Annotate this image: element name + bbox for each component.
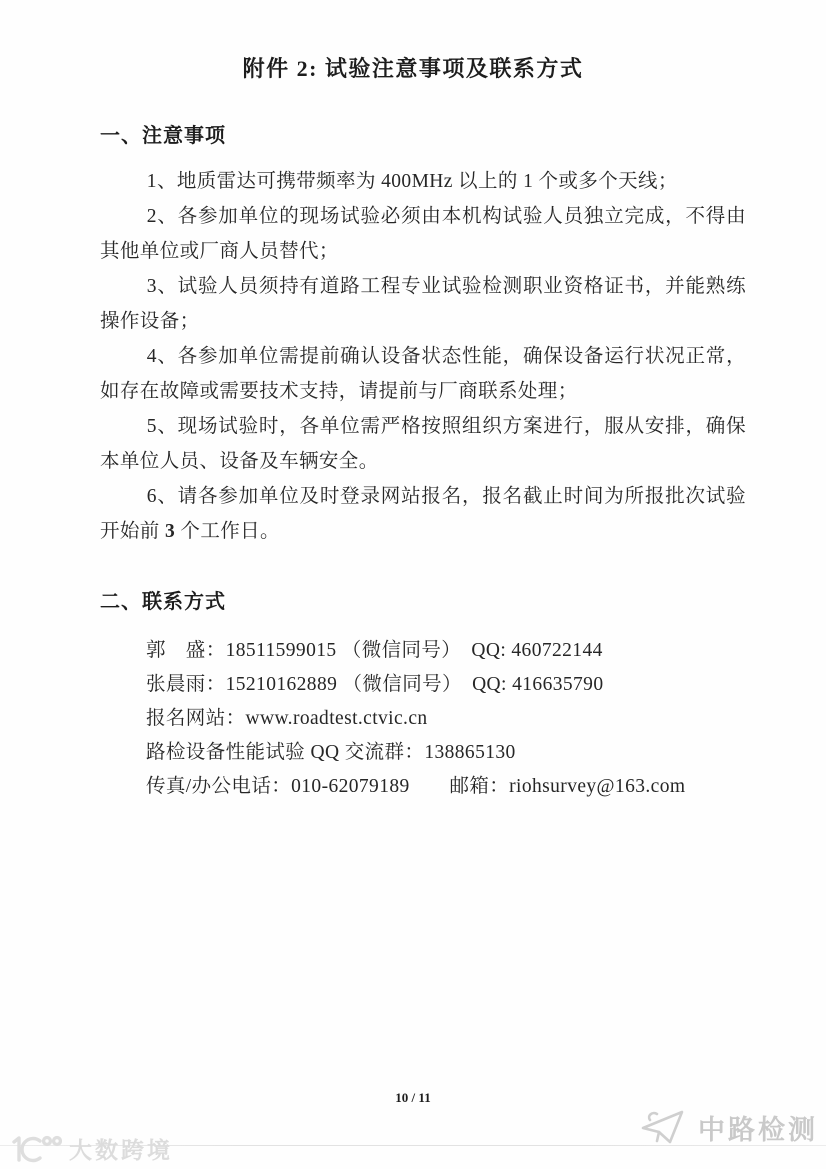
notice-item-1: 1、地质雷达可携带频率为 400MHz 以上的 1 个或多个天线； [146, 171, 678, 192]
contact-section [146, 634, 746, 804]
notice-item-4: 4、各参加单位需提前确认设备状态性能，确保设备运行状况正常，如存在故障或需要技术支持，请提前与厂商联系处理； [100, 346, 746, 402]
page-number: 10 / 11 [395, 1090, 431, 1105]
notice-item-3: 3、试验人员须持有道路工程专业试验检测职业资格证书，并能熟练操作设备； [100, 276, 746, 332]
section-heading-contact: 二、联系方式 [100, 591, 226, 613]
watermark-left [10, 1132, 173, 1165]
smiley-100-logo-icon [10, 1135, 62, 1163]
section-heading-notice: 一、注意事项 [100, 125, 226, 147]
notice-item-6-pre: 6、请各参加单位及时登录网站报名，报名截止时间为所报批次试验开始前 [100, 486, 746, 542]
notice-item-2: 2、各参加单位的现场试验必须由本机构试验人员独立完成，不得由其他单位或厂商人员替代； [100, 206, 746, 262]
notice-item-6-deadline: 3 [164, 521, 176, 542]
contact-line-guo-sheng: 郭 盛：18511599015 （微信同号） QQ: 460722144 [146, 640, 603, 661]
doc-title: 附件 2: 试验注意事项及联系方式 [242, 56, 584, 81]
notice-section [100, 164, 746, 549]
notice-item-5: 5、现场试验时，各单位需严格按照组织方案进行，服从安排，确保本单位人员、设备及车辆安全。 [100, 416, 746, 472]
watermark-left-label: 大数跨境 [69, 1137, 173, 1163]
contact-line-website: 报名网站：www.roadtest.ctvic.cn [146, 708, 428, 729]
paper-plane-icon [640, 1106, 688, 1148]
contact-line-zhang-chenyu: 张晨雨：15210162889 （微信同号） QQ: 416635790 [146, 674, 604, 695]
notice-item-6-post: 个工作日。 [175, 521, 280, 542]
watermark-right [640, 1106, 818, 1148]
notice-item-6 [100, 479, 746, 549]
contact-line-fax-email: 传真/办公电话：010-62079189 邮箱：riohsurvey@163.com [146, 776, 686, 797]
watermark-right-label: 中路检测 [698, 1114, 818, 1145]
contact-line-qq-group: 路检设备性能试验 QQ 交流群：138865130 [146, 742, 516, 763]
